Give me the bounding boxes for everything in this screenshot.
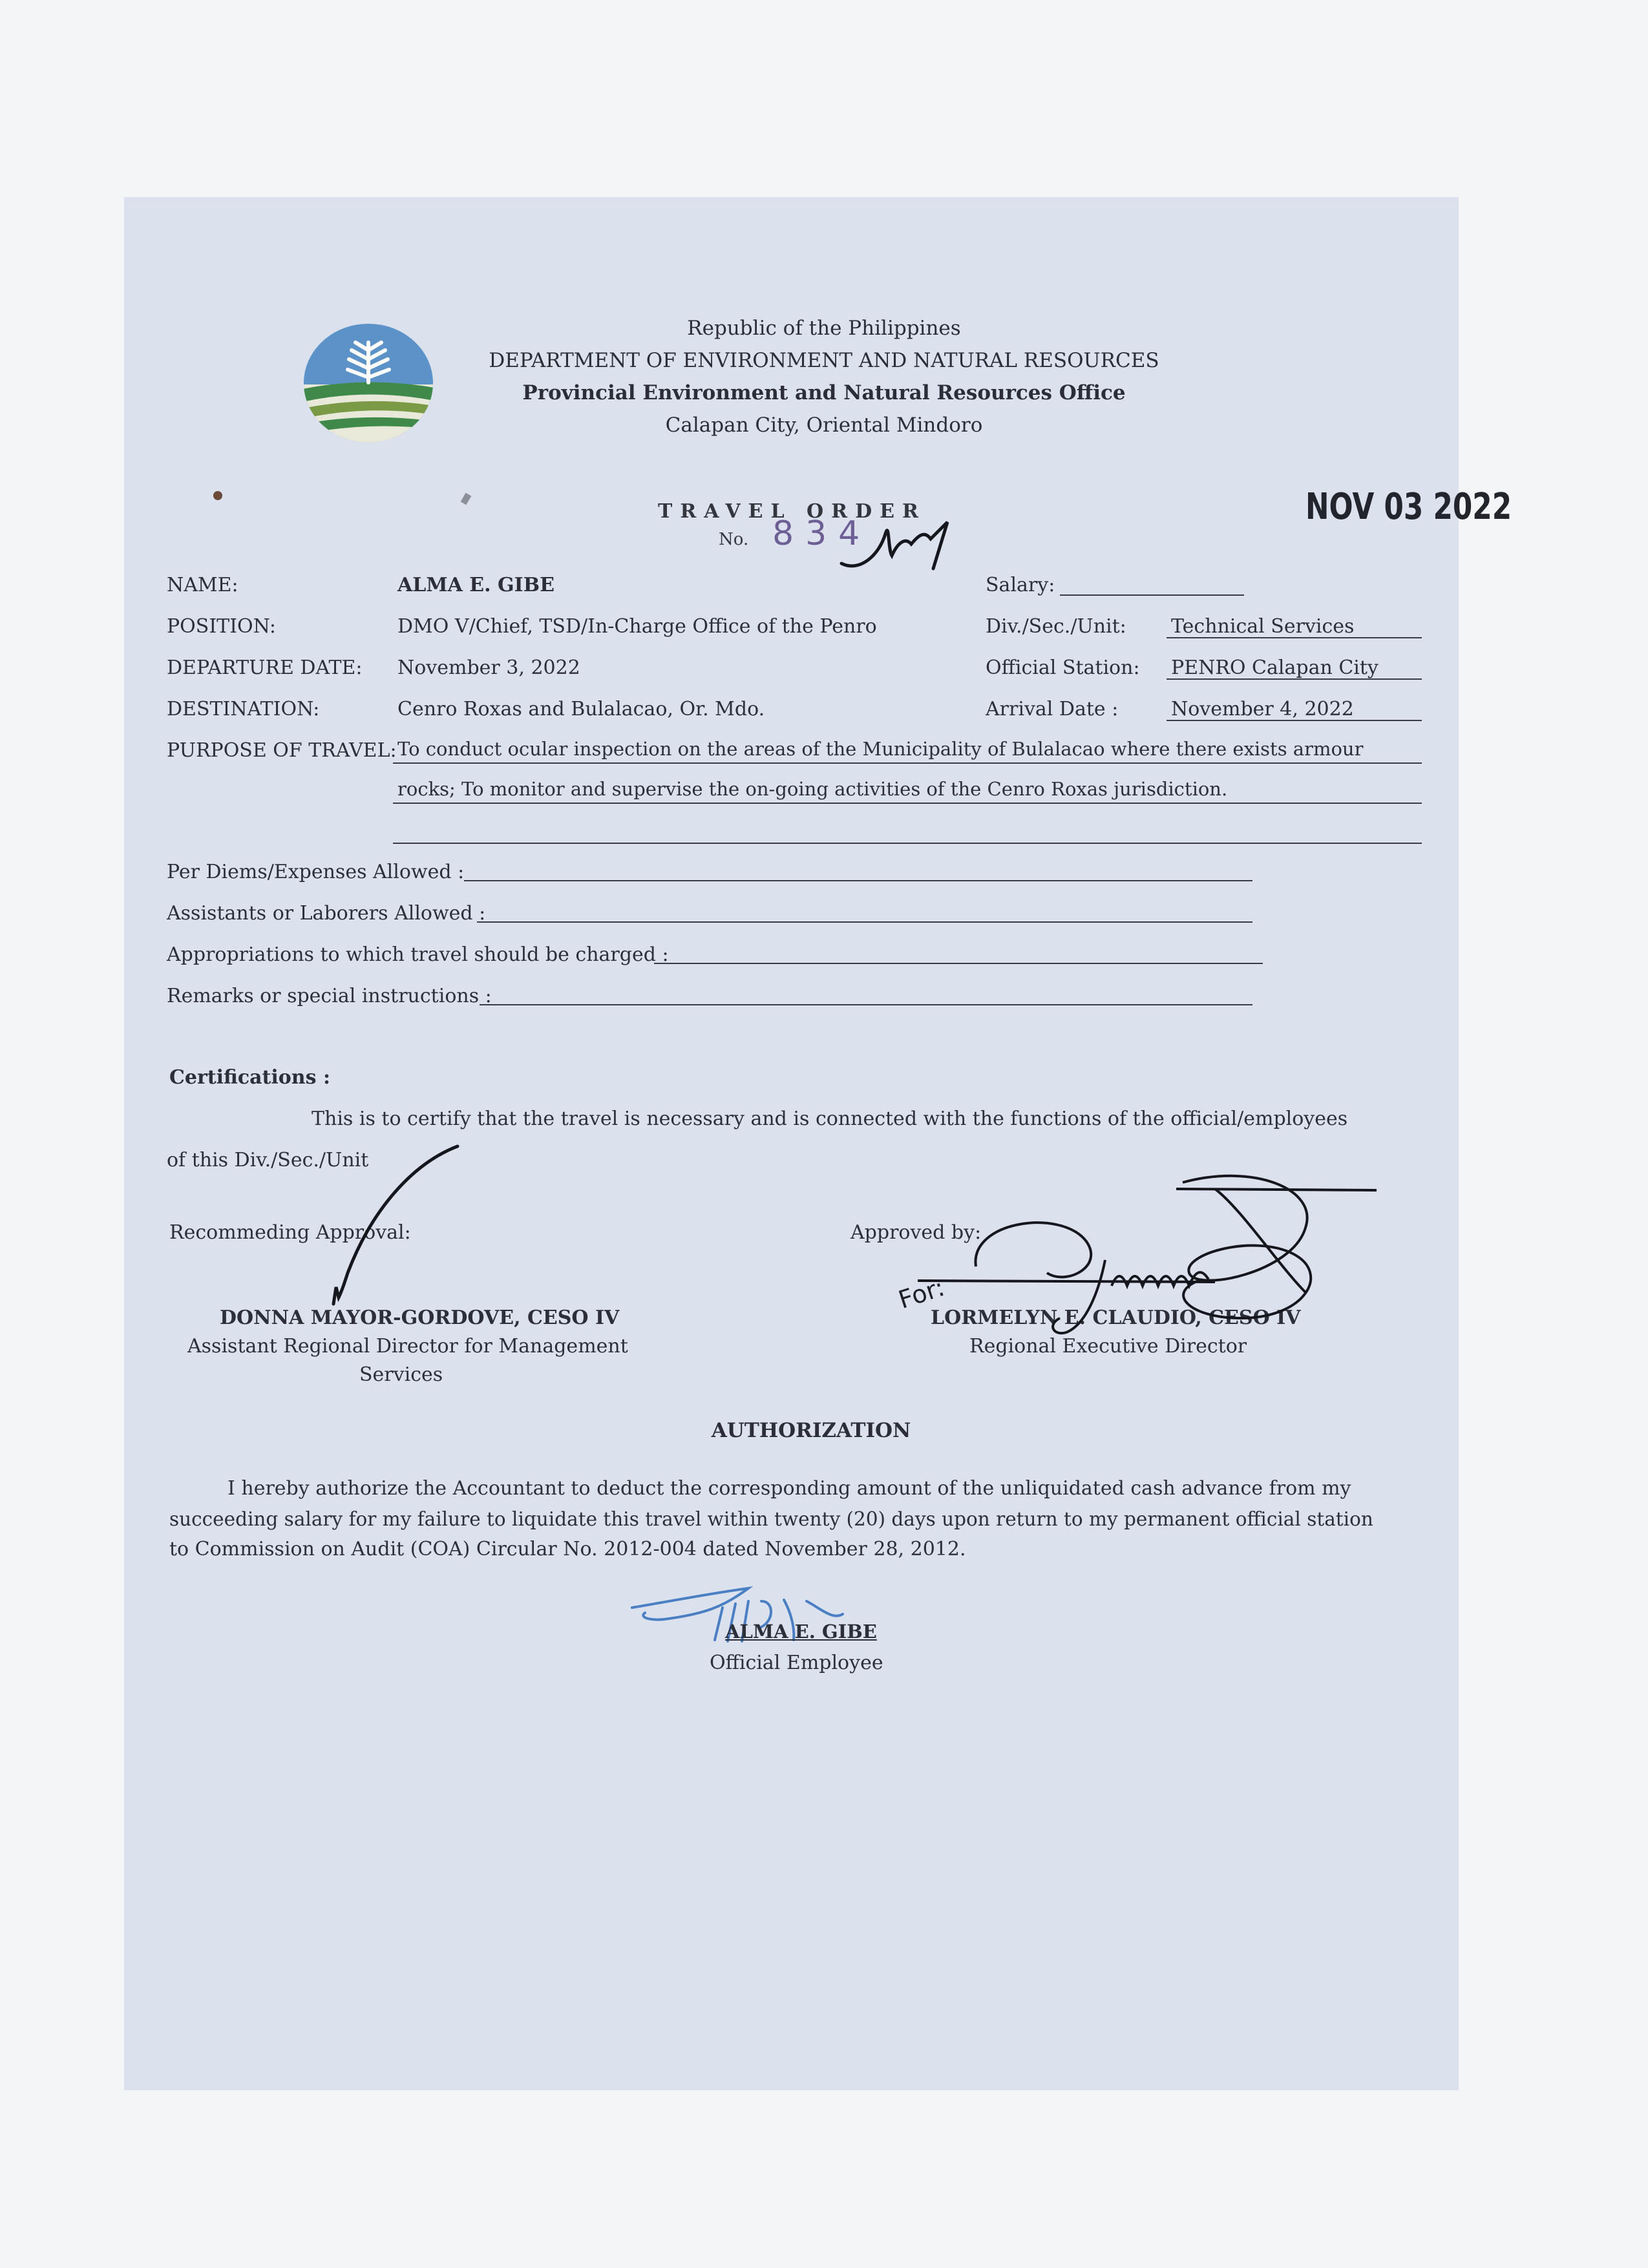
destination-value: Cenro Roxas and Bulalacao, Or. Mdo. [397, 698, 765, 720]
recommending-label: Recommeding Approval: [169, 1221, 411, 1244]
position-value: DMO V/Chief, TSD/In-Charge Office of the Penro [397, 615, 877, 638]
approved-label: Approved by: [850, 1221, 982, 1244]
remarks-underline [480, 1004, 1252, 1005]
authorization-line-1: I hereby authorize the Accountant to deduct the corresponding amount of the unliquidated cash advance from my [227, 1477, 1351, 1500]
recommending-name: DONNA MAYOR-GORDOVE, CESO IV [220, 1307, 620, 1329]
division-underline [1167, 637, 1422, 638]
purpose-underline-3 [393, 843, 1422, 844]
scan-speck [213, 491, 222, 500]
station-value: PENRO Calapan City [1171, 656, 1379, 679]
remarks-label: Remarks or special instructions : [167, 985, 492, 1007]
purpose-label: PURPOSE OF TRAVEL: [167, 739, 397, 762]
purpose-underline-1 [393, 762, 1422, 764]
authorization-line-3: to Commission on Audit (COA) Circular No. 2012-004 dated November 28, 2012. [169, 1538, 966, 1560]
recommending-signature [310, 1137, 478, 1318]
header-location: Calapan City, Oriental Mindoro [665, 414, 983, 437]
arrival-value: November 4, 2022 [1171, 698, 1354, 720]
arrival-underline [1167, 720, 1422, 721]
approved-title: Regional Executive Director [969, 1335, 1247, 1358]
appropriations-underline [654, 963, 1263, 964]
certifications-text-1: This is to certify that the travel is necessary and is connected with the functions of the official/employees [312, 1108, 1348, 1130]
appropriations-label: Appropriations to which travel should be charged : [167, 943, 669, 966]
number-prefix: No. [719, 530, 749, 549]
form-title: TRAVEL ORDER [658, 500, 926, 523]
for-mark: For: [894, 1273, 948, 1314]
division-label: Div./Sec./Unit: [986, 615, 1126, 638]
station-label: Official Station: [986, 656, 1140, 679]
departure-label: DEPARTURE DATE: [167, 656, 363, 679]
destination-label: DESTINATION: [167, 698, 320, 720]
authorization-line-2: succeeding salary for my failure to liquidate this travel within twenty (20) days upon return to my permanent official station [169, 1508, 1373, 1530]
received-date-stamp: NOV 03 2022 [1305, 486, 1512, 528]
authorization-heading: AUTHORIZATION [711, 1419, 911, 1442]
salary-underline [1060, 594, 1244, 596]
header-republic: Republic of the Philippines [687, 317, 961, 340]
name-value: ALMA E. GIBE [397, 574, 555, 596]
per-diems-underline [464, 880, 1252, 881]
employee-name: ALMA E. GIBE [725, 1621, 877, 1643]
division-value: Technical Services [1171, 615, 1355, 638]
purpose-line-2: rocks; To monitor and supervise the on-going activities of the Cenro Roxas jurisdiction. [397, 778, 1228, 800]
station-underline [1167, 678, 1422, 680]
purpose-line-1: To conduct ocular inspection on the areas of the Municipality of Bulalacao where there exists armour [397, 738, 1364, 760]
position-label: POSITION: [167, 615, 276, 638]
purpose-underline-2 [393, 803, 1422, 804]
recommending-title-1: Assistant Regional Director for Management [187, 1335, 628, 1358]
employee-title: Official Employee [710, 1652, 883, 1674]
assistants-underline [477, 921, 1252, 923]
approved-name: LORMELYN E. CLAUDIO, CESO IV [931, 1307, 1301, 1329]
departure-value: November 3, 2022 [397, 656, 580, 679]
name-label: NAME: [167, 574, 238, 596]
per-diems-label: Per Diems/Expenses Allowed : [167, 861, 465, 883]
travel-order-initial-signature [834, 510, 963, 582]
recommending-title-2: Services [359, 1363, 443, 1386]
header-department: DEPARTMENT OF ENVIRONMENT AND NATURAL RESOURCES [489, 349, 1159, 372]
arrival-label: Arrival Date : [986, 698, 1119, 720]
header-office: Provincial Environment and Natural Resources Office [522, 381, 1126, 404]
travel-order-number: 834 [772, 514, 872, 553]
approved-signature [892, 1163, 1383, 1357]
certifications-text-2: of this Div./Sec./Unit [167, 1149, 369, 1171]
salary-label: Salary: [986, 574, 1055, 596]
certifications-heading: Certifications : [169, 1066, 331, 1089]
assistants-label: Assistants or Laborers Allowed : [167, 902, 486, 925]
